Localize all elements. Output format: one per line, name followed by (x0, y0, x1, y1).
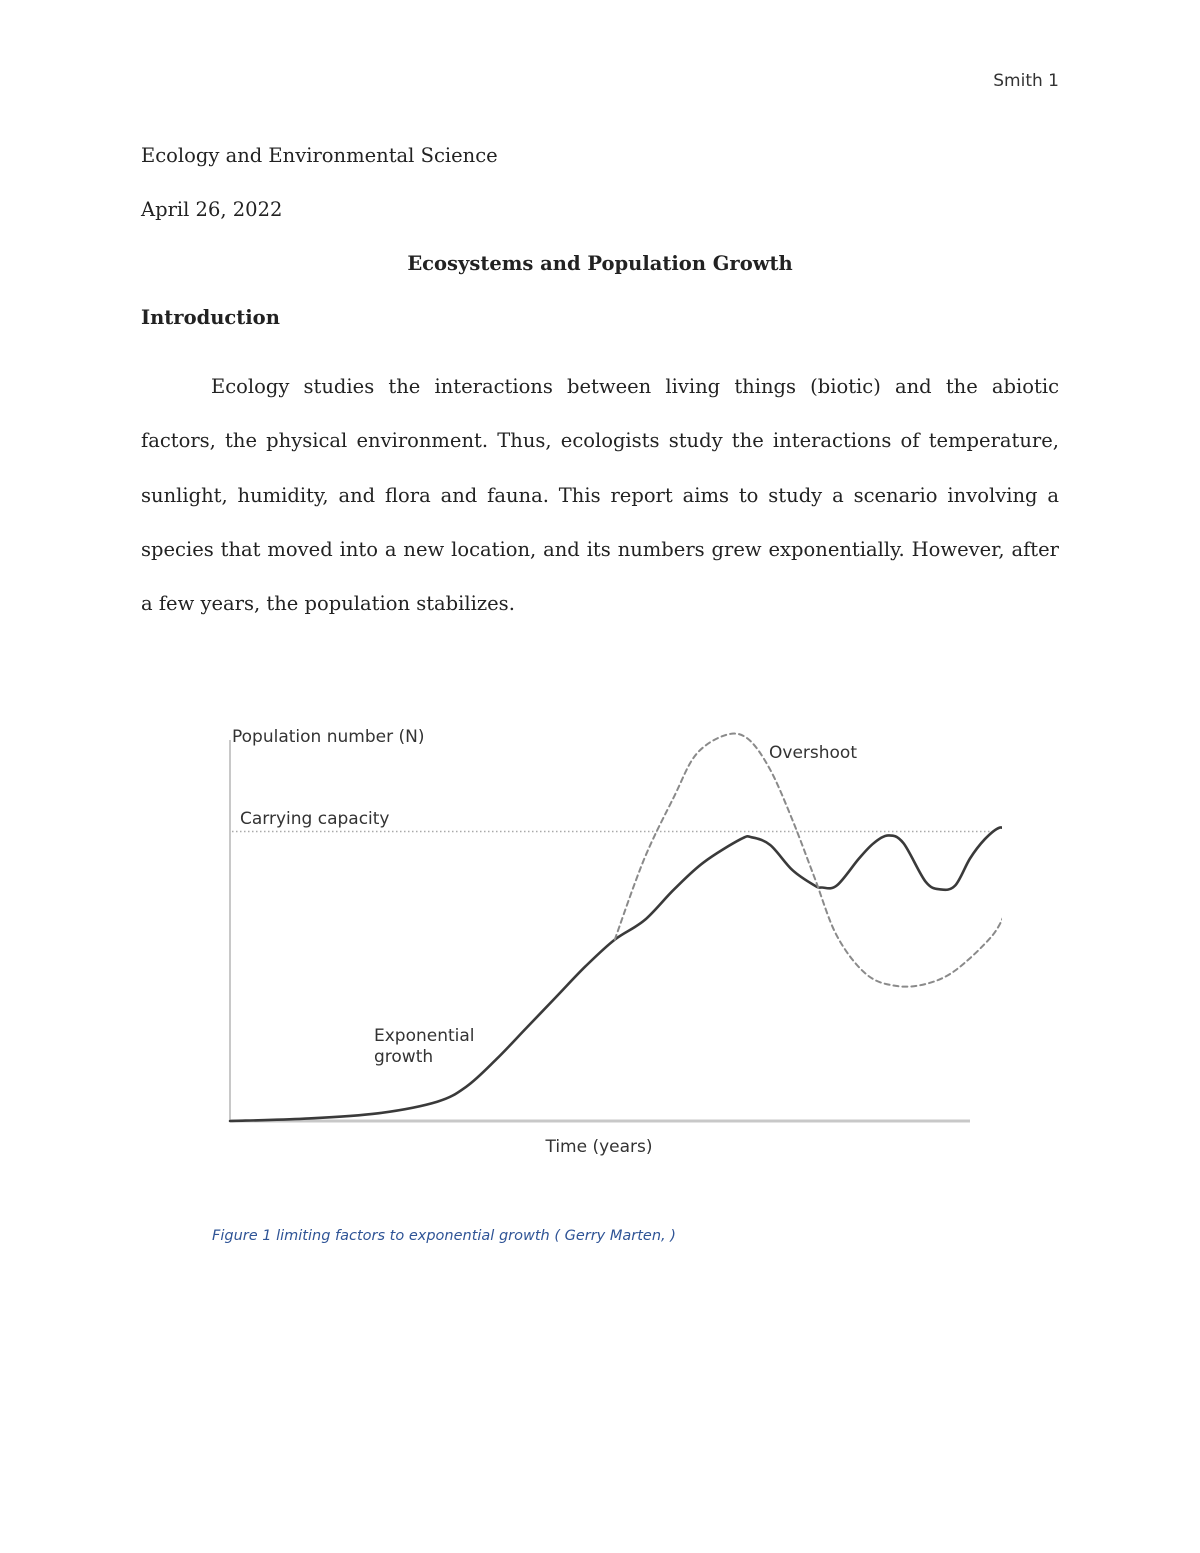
overshoot-series-line (615, 734, 1002, 987)
population-growth-figure (212, 700, 1002, 1170)
exponential-growth-label: Exponential growth (374, 1026, 475, 1067)
running-head: Smith 1 (993, 71, 1059, 91)
document-date: April 26, 2022 (141, 198, 283, 221)
chart-marks (230, 734, 1002, 1121)
section-heading: Introduction (141, 306, 280, 329)
x-axis-label: Time (years) (545, 1137, 653, 1157)
document-title: Ecosystems and Population Growth (407, 252, 793, 275)
intro-paragraph: Ecology studies the interactions between living things (biotic) and the abiotic factors, the physical environment. Thus, ecologists study the interactions of temperature, sunlight, humidity, and flora and fauna. This report aims to study a scenario involving a species that moved into a new location, and its numbers grew exponentially. However, after a few years, the population stabilizes. (141, 375, 1059, 616)
exponential-growth-series-line (230, 827, 1002, 1121)
y-axis-label: Population number (N) (232, 727, 425, 747)
course-name: Ecology and Environmental Science (141, 144, 498, 167)
carrying-capacity-label: Carrying capacity (240, 809, 390, 829)
overshoot-label: Overshoot (769, 743, 857, 763)
figure-caption: Figure 1 limiting factors to exponential growth ( Gerry Marten, ) (212, 1228, 676, 1244)
population-growth-chart (212, 700, 1002, 1170)
